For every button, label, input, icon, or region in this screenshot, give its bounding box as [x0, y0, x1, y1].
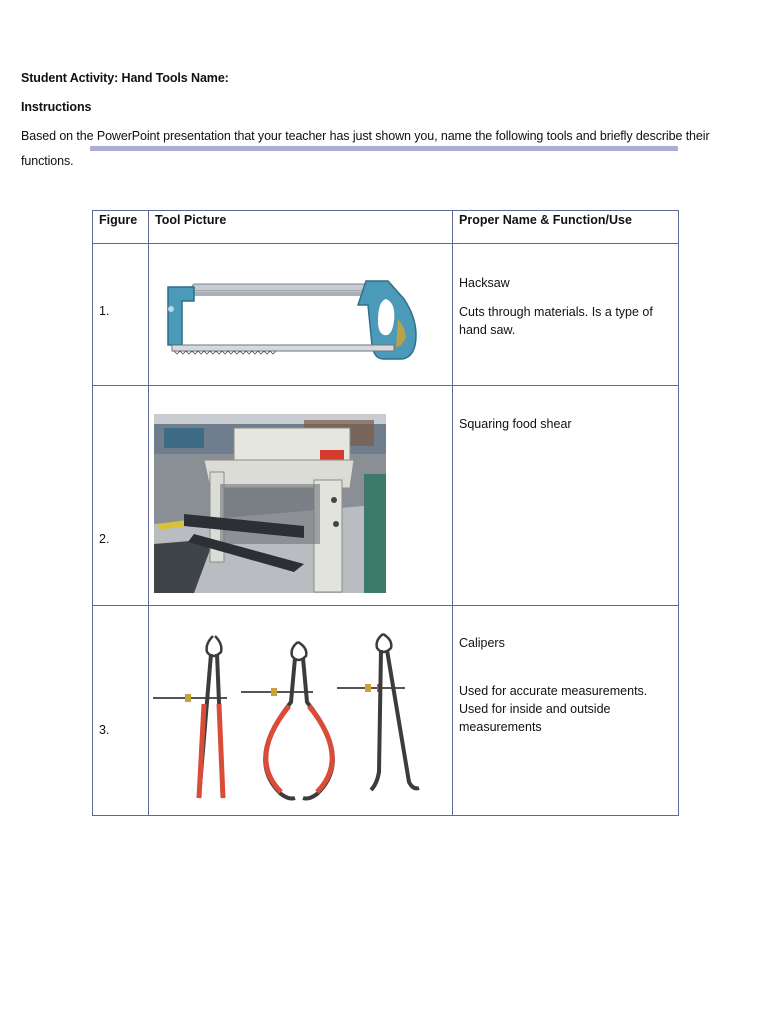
figure-number: 1. — [99, 304, 110, 318]
highlight-rule — [90, 146, 678, 151]
instructions-text-line1: Based on the PowerPoint presentation that your teacher has just shown you, name the following tools and briefly describe their — [21, 129, 710, 143]
instructions-heading: Instructions — [21, 100, 92, 114]
table-header-row — [93, 211, 679, 244]
picture-cell — [149, 386, 453, 606]
header-name-function: Proper Name & Function/Use — [453, 211, 679, 244]
tool-function: Used for accurate measurements. Used for inside and outside measurements — [459, 684, 648, 734]
table-row — [93, 606, 679, 816]
table-row — [93, 386, 679, 606]
table-row — [93, 244, 679, 386]
instructions-text-line2: functions. — [21, 154, 74, 168]
figure-cell — [93, 606, 149, 816]
description-cell — [453, 606, 679, 816]
activity-title: Student Activity: Hand Tools Name: — [21, 71, 229, 85]
picture-cell — [149, 244, 453, 386]
tool-name: Squaring food shear — [459, 417, 572, 431]
figure-cell — [93, 386, 149, 606]
figure-number: 3. — [99, 723, 110, 737]
header-figure: Figure — [93, 211, 149, 244]
tool-name: Calipers — [459, 636, 505, 650]
tool-function: Cuts through materials. Is a type of hand saw. — [459, 305, 653, 337]
description-cell — [453, 244, 679, 386]
header-tool-picture: Tool Picture — [149, 211, 453, 244]
figure-cell — [93, 244, 149, 386]
picture-cell — [149, 606, 453, 816]
tool-name: Hacksaw — [459, 276, 510, 290]
tools-table — [92, 210, 679, 816]
figure-number: 2. — [99, 532, 110, 546]
description-cell — [453, 386, 679, 606]
calipers-image — [153, 632, 439, 804]
squaring-shear-image — [154, 414, 386, 593]
hacksaw-image — [154, 275, 426, 367]
